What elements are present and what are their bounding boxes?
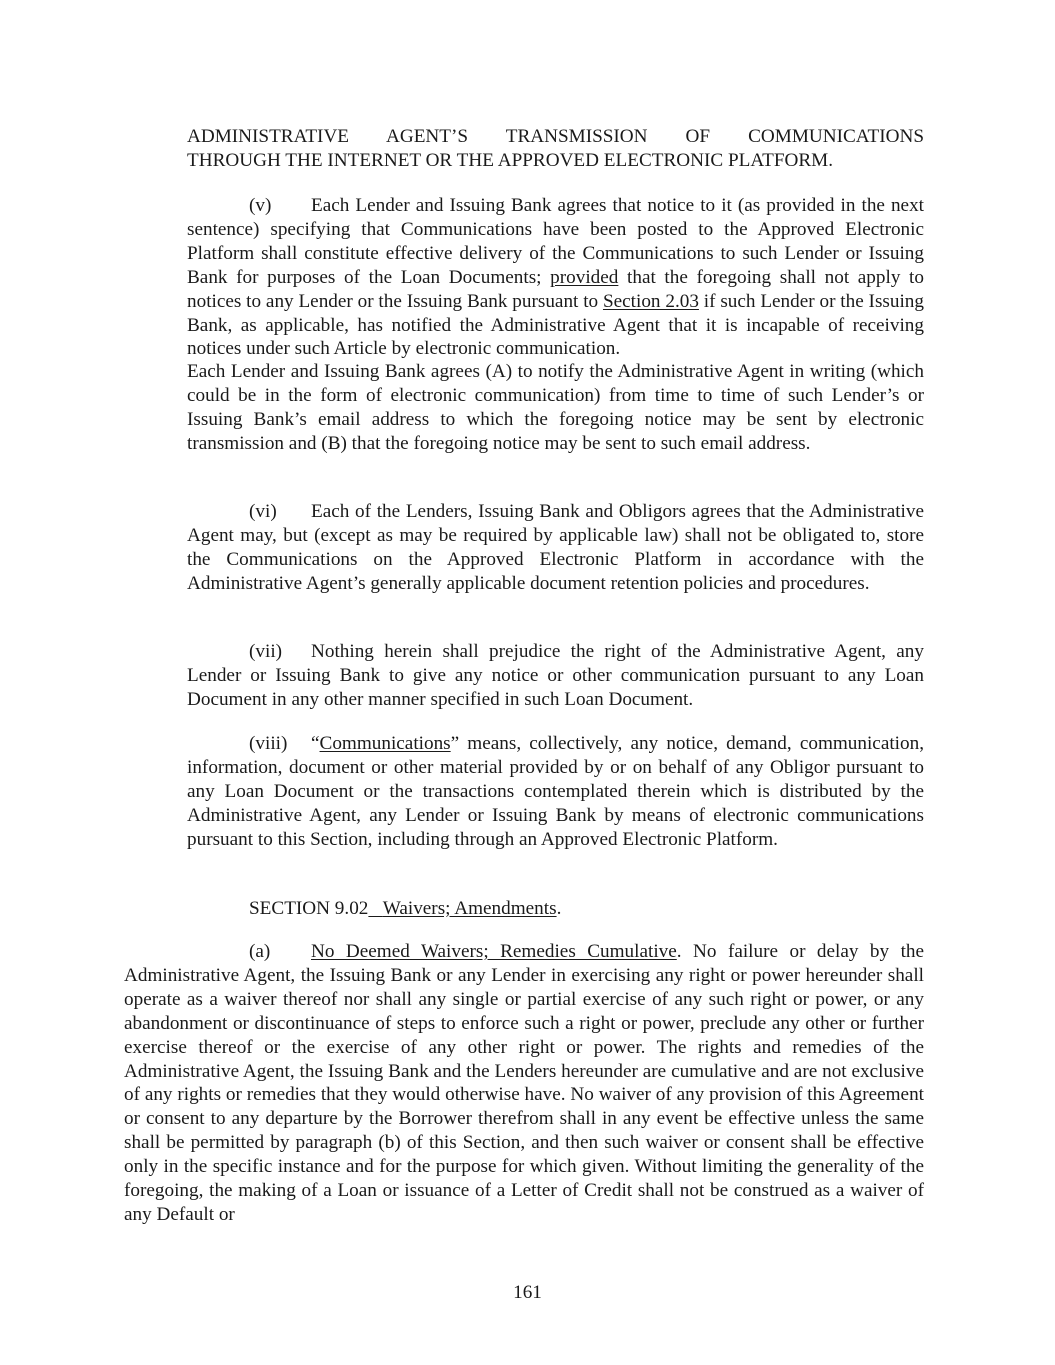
defined-term-provided: provided	[550, 266, 619, 288]
paragraph-text: . No failure or delay by the Administrative Agent, the Issuing Bank or any Lender in exercising any right or power hereunder shall operate as a waiver thereof nor shall any single or partial exercise of any such right or power, or any abandonment or discontinuance of steps to enforce such a right or power, preclude any other or further exercise thereof or the exercise of any other right or power. The rights and remedies of the Administrative Agent, the Issuing Bank and the Lenders hereunder are cumulative and are not exclusive of any rights or remedies that they would otherwise have. No waiver of any provision of this Agreement or consent to any departure by the Borrower therefrom shall in any event be effective unless the same shall be permitted by paragraph (b) of this Section, and then such waiver or consent shall be effective only in the specific instance and for the purpose for which given. Without limiting the generality of the foregoing, the making of a Loan or issuance of a Letter of Credit shall not be construed as a waiver of any Default or	[124, 941, 925, 1225]
paragraph-text: Each of the Lenders, Issuing Bank and Obligors agrees that the Administrative Agent may, but (except as may be required by applicable law) shall not be obligated to, store the Communications on the Approved Electronic Platform in accordance with the Administrative Agent’s generally applicable document retention policies and procedures.	[187, 501, 924, 594]
heading-line-1: ADMINISTRATIVE AGENT’S TRANSMISSION OF COMMUNICATIONS	[187, 126, 924, 147]
paragraph-vi	[187, 500, 924, 596]
page-number: 161	[513, 1282, 542, 1303]
defined-term-communications: Communications	[319, 733, 451, 754]
paragraph-a	[124, 940, 924, 1227]
heading-line-2: THROUGH THE INTERNET OR THE APPROVED ELECTRONIC PLATFORM.	[187, 149, 834, 171]
paragraph-number: (vi)	[249, 501, 277, 522]
section-heading	[249, 897, 561, 921]
paragraph-number: (vii)	[249, 641, 283, 662]
paragraph-text: Each Lender and Issuing Bank agrees that notice to it (as provided in the next sentence) specifying that Communications have been posted to the Approved Electronic Platform shall constitute effective delivery of the Communications to such Lender or Issuing Bank for purposes of the Loan Documents;	[187, 195, 924, 288]
paragraph-text: Nothing herein shall prejudice the right of the Administrative Agent, any Lender or Issuing Bank to give any notice or other communication pursuant to any Loan Document in any other manner specified in such Loan Document.	[187, 641, 924, 710]
paragraph-text: ” means, collectively, any notice, demand, communication, information, document or other material provided by or on behalf of any Obligor pursuant to any Loan Document or the transactions contemplated therein which is distributed by the Administrative Agent, any Lender or Issuing Bank by means of electronic communications pursuant to this Section, including through an Approved Electronic Platform.	[187, 733, 924, 850]
paragraph-vii	[187, 640, 924, 712]
paragraph-text: Each Lender and Issuing Bank agrees (A) to notify the Administrative Agent in writing (which could be in the form of electronic communication) from time to time of such Lender’s or Issuing Bank’s email address to which the foregoing notice may be sent by electronic transmission and (B) that the foregoing notice may be sent to such email address.	[187, 361, 924, 454]
paragraph-viii	[187, 732, 924, 852]
paragraph-text: that the foregoing shall not apply to notices to any Lender or the Issuing Bank pursuant to	[187, 266, 924, 312]
paragraph-text: if such Lender or the Issuing Bank, as applicable, has notified the Administrative Agent that it is incapable of receiving notices under such Article by electronic communication.	[187, 290, 924, 360]
paragraph-v	[187, 194, 924, 361]
paragraph-v-continued	[187, 360, 924, 456]
open-quote: “	[311, 733, 320, 754]
section-label: SECTION 9.02	[249, 898, 369, 919]
heading-continuation	[187, 125, 924, 173]
section-reference: Section 2.03	[602, 290, 699, 312]
paragraph-number: (v)	[249, 195, 272, 216]
section-title: Waivers; Amendments	[382, 898, 557, 919]
paragraph-number: (viii)	[249, 733, 288, 754]
paragraph-number: (a)	[249, 941, 271, 962]
section-period: .	[556, 898, 562, 919]
paragraph-title: No Deemed Waivers; Remedies Cumulative	[311, 941, 677, 962]
